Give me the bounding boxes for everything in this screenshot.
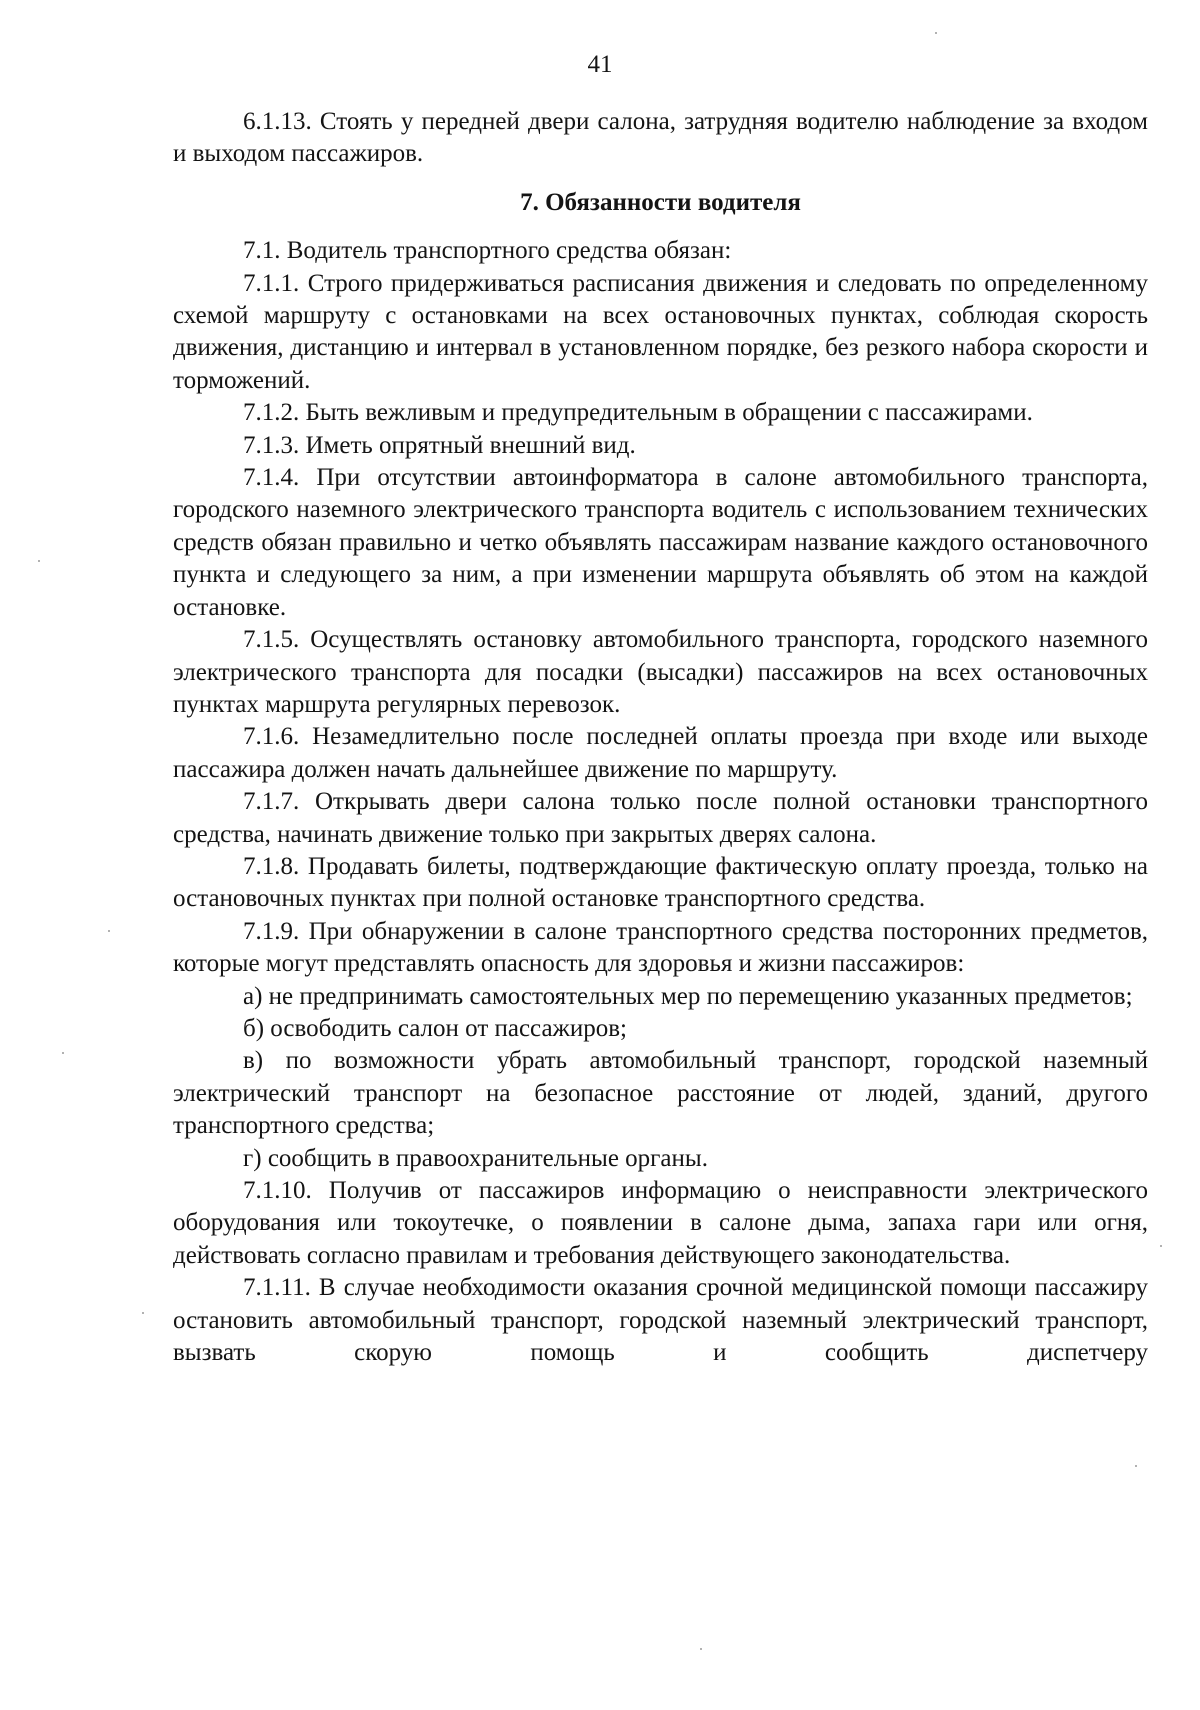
paragraph-item-g: г) сообщить в правоохранительные органы. bbox=[243, 1144, 708, 1172]
paragraph-7-1-7: 7.1.7. Открывать двери салона только после полной остановки транспортного средства, начинать движение только при закрытых дверях салона. bbox=[173, 788, 1148, 848]
scan-speck bbox=[935, 32, 937, 34]
paragraph-7-1-10: 7.1.10. Получив от пассажиров информацию о неисправности электрического оборудования или токоутечке, о появлении в салоне дыма, запаха гари или огня, действовать согласно правилам и требования действующего законодательства. bbox=[173, 1177, 1148, 1269]
document-body bbox=[173, 106, 1148, 1369]
scan-speck bbox=[142, 1312, 144, 1314]
paragraph-7-1-2: 7.1.2. Быть вежливым и предупредительным в обращении с пассажирами. bbox=[243, 399, 1033, 427]
scan-speck bbox=[62, 1052, 64, 1054]
scan-speck bbox=[38, 560, 40, 562]
paragraph-6-1-13: 6.1.13. Стоять у передней двери салона, затрудняя водителю наблюдение за входом и выходом пассажиров. bbox=[173, 108, 1148, 168]
paragraph-7-1-3: 7.1.3. Иметь опрятный внешний вид. bbox=[243, 431, 636, 459]
paragraph-7-1-11: 7.1.11. В случае необходимости оказания срочной медицинской помощи пассажиру остановить автомобильный транспорт, городской наземный электрический транспорт, вызвать скорую помощь и сообщить диспетчеру bbox=[173, 1274, 1148, 1367]
paragraph-7-1-8: 7.1.8. Продавать билеты, подтверждающие фактическую оплату проезда, только на остановочных пунктах при полной остановке транспортного средства. bbox=[173, 852, 1148, 913]
page-number: 41 bbox=[587, 51, 613, 78]
paragraph-item-b: б) освободить салон от пассажиров; bbox=[243, 1014, 627, 1042]
scan-speck bbox=[700, 1648, 702, 1650]
scan-speck bbox=[1135, 1465, 1137, 1467]
paragraph-7-1-6: 7.1.6. Незамедлительно после последней оплаты проезда при входе или выходе пассажира должен начать дальнейшее движение по маршруту. bbox=[173, 723, 1148, 783]
scan-speck bbox=[1160, 1245, 1162, 1247]
paragraph-7-1-5: 7.1.5. Осуществлять остановку автомобильного транспорта, городского наземного электрического транспорта для посадки (высадки) пассажиров на всех остановочных пунктах маршрута регулярных перевозок. bbox=[173, 626, 1148, 718]
paragraph-item-v: в) по возможности убрать автомобильный транспорт, городской наземный электрический транспорт на безопасное расстояние от людей, зданий, другого транспортного средства; bbox=[173, 1047, 1148, 1140]
paragraph-7-1-1: 7.1.1. Строго придерживаться расписания движения и следовать по определенному схемой маршруту с остановками на всех остановочных пунктах, соблюдая скорость движения, дистанцию и интервал в установленном порядке, без резкого набора скорости и торможений. bbox=[173, 269, 1148, 394]
section-heading: 7. Обязанности водителя bbox=[520, 188, 801, 216]
paragraph-7-1: 7.1. Водитель транспортного средства обязан: bbox=[243, 237, 732, 265]
paragraph-item-a: а) не предпринимать самостоятельных мер по перемещению указанных предметов; bbox=[243, 982, 1133, 1010]
paragraph-7-1-4: 7.1.4. При отсутствии автоинформатора в салоне автомобильного транспорта, городского наземного электрического транспорта водитель с использованием технических средств обязан правильно и четко объявлять пассажирам название каждого остановочного пункта и следующего за ним, а при изменении маршрута объявлять об этом на каждой остановке. bbox=[173, 464, 1148, 621]
scan-speck bbox=[108, 930, 110, 932]
paragraph-7-1-9: 7.1.9. При обнаружении в салоне транспортного средства посторонних предметов, которые могут представлять опасность для здоровья и жизни пассажиров: bbox=[173, 917, 1148, 978]
